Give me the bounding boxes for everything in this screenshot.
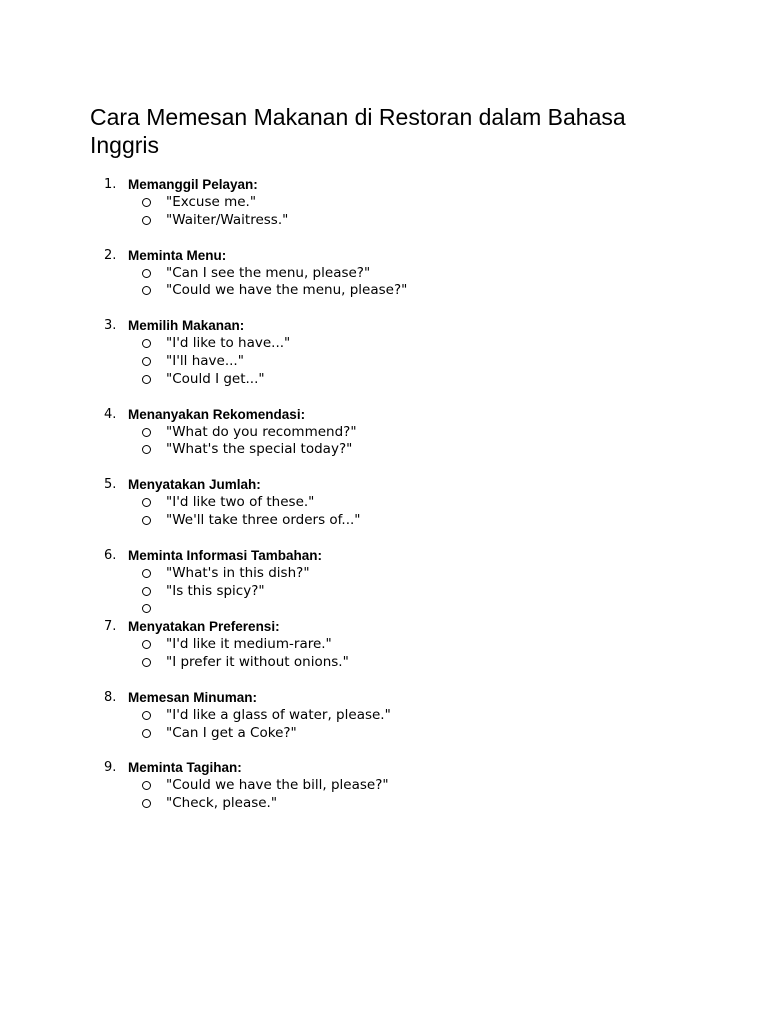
phrase-item	[128, 265, 690, 283]
phrase-item	[128, 424, 690, 442]
list-item	[90, 618, 690, 689]
phrase-text: "What's in this dish?"	[166, 564, 310, 581]
phrase-text: "Check, please."	[166, 795, 278, 812]
phrase-text: "Can I get a Coke?"	[166, 724, 297, 741]
phrase-text: "I'd like it medium-rare."	[166, 636, 332, 653]
phrase-item	[128, 371, 690, 389]
hollow-circle-bullet-icon	[142, 658, 151, 667]
item-number: 9.	[104, 760, 117, 776]
document-page	[90, 100, 690, 830]
section-heading: Meminta Informasi Tambahan:	[128, 547, 323, 563]
phrase-text: "Could I get..."	[166, 370, 265, 387]
list-item	[90, 476, 690, 547]
item-number: 6.	[104, 547, 117, 563]
phrase-item	[128, 636, 690, 654]
hollow-circle-bullet-icon	[142, 286, 151, 295]
phrase-text: "What do you recommend?"	[166, 423, 357, 440]
hollow-circle-bullet-icon	[142, 516, 151, 525]
page-title: Cara Memesan Makanan di Restoran dalam Bahasa Inggris	[90, 104, 626, 158]
list-item	[90, 406, 690, 477]
hollow-circle-bullet-icon	[142, 498, 151, 507]
phrase-list	[128, 194, 690, 230]
hollow-circle-bullet-icon	[142, 640, 151, 649]
phrase-item	[128, 282, 690, 300]
hollow-circle-bullet-icon	[142, 569, 151, 578]
phrase-text: "I'd like to have..."	[166, 335, 291, 352]
hollow-circle-bullet-icon	[142, 445, 151, 454]
phrase-text: "I'd like two of these."	[166, 494, 315, 511]
hollow-circle-bullet-icon	[142, 711, 151, 720]
section-heading: Menyatakan Preferensi:	[128, 619, 280, 635]
item-number: 5.	[104, 477, 117, 493]
phrase-text: "I'd like a glass of water, please."	[166, 706, 391, 723]
phrase-text: "Could we have the bill, please?"	[166, 777, 389, 794]
phrase-item	[128, 600, 690, 618]
phrase-text: "Can I see the menu, please?"	[166, 264, 371, 281]
phrase-item	[128, 707, 690, 725]
phrase-list	[128, 424, 690, 460]
hollow-circle-bullet-icon	[142, 428, 151, 437]
phrase-list	[128, 565, 690, 618]
phrase-item	[128, 583, 690, 601]
hollow-circle-bullet-icon	[142, 375, 151, 384]
list-item	[90, 759, 690, 830]
list-item	[90, 547, 690, 618]
section-heading: Meminta Tagihan:	[128, 760, 242, 776]
list-item	[90, 176, 690, 247]
phrase-item	[128, 725, 690, 743]
item-number: 3.	[104, 318, 117, 334]
phrase-item	[128, 212, 690, 230]
phrase-list	[128, 494, 690, 530]
phrase-text: "What's the special today?"	[166, 441, 353, 458]
phrase-text: "I'll have..."	[166, 352, 244, 369]
phrase-item	[128, 335, 690, 353]
item-number: 1.	[104, 177, 117, 192]
section-heading: Menanyakan Rekomendasi:	[128, 406, 306, 422]
item-number: 7.	[104, 619, 117, 635]
phrase-text: "Excuse me."	[166, 194, 257, 210]
phrase-item	[128, 512, 690, 530]
hollow-circle-bullet-icon	[142, 216, 151, 225]
section-heading: Meminta Menu:	[128, 247, 227, 263]
hollow-circle-bullet-icon	[142, 339, 151, 348]
section-heading: Menyatakan Jumlah:	[128, 477, 261, 493]
section-heading: Memesan Minuman:	[128, 689, 258, 705]
phrase-item	[128, 654, 690, 672]
hollow-circle-bullet-icon	[142, 604, 151, 613]
phrase-text: "Could we have the menu, please?"	[166, 282, 408, 299]
phrase-list	[128, 777, 690, 813]
phrase-item	[128, 441, 690, 459]
section-heading: Memanggil Pelayan:	[128, 177, 258, 192]
phrase-text: "I prefer it without onions."	[166, 653, 349, 670]
section-heading: Memilih Makanan:	[128, 318, 245, 334]
list-item	[90, 317, 690, 405]
phrase-list	[128, 636, 690, 672]
hollow-circle-bullet-icon	[142, 198, 151, 207]
phrase-item	[128, 777, 690, 795]
phrase-text: "Is this spicy?"	[166, 582, 265, 599]
item-number: 4.	[104, 406, 117, 422]
list-item	[90, 247, 690, 318]
hollow-circle-bullet-icon	[142, 729, 151, 738]
hollow-circle-bullet-icon	[142, 799, 151, 808]
phrase-item	[128, 353, 690, 371]
phrase-list	[128, 265, 690, 301]
phrase-item	[128, 565, 690, 583]
phrase-list	[128, 707, 690, 743]
phrase-item	[128, 795, 690, 813]
hollow-circle-bullet-icon	[142, 781, 151, 790]
hollow-circle-bullet-icon	[142, 587, 151, 596]
item-number: 2.	[104, 247, 117, 263]
phrase-text: "Waiter/Waitress."	[166, 211, 289, 228]
section-list	[90, 176, 690, 830]
item-number: 8.	[104, 689, 117, 705]
phrase-text: "We'll take three orders of..."	[166, 511, 361, 528]
phrase-item	[128, 194, 690, 212]
hollow-circle-bullet-icon	[142, 269, 151, 278]
hollow-circle-bullet-icon	[142, 357, 151, 366]
phrase-list	[128, 335, 690, 388]
phrase-item	[128, 494, 690, 512]
list-item	[90, 689, 690, 760]
